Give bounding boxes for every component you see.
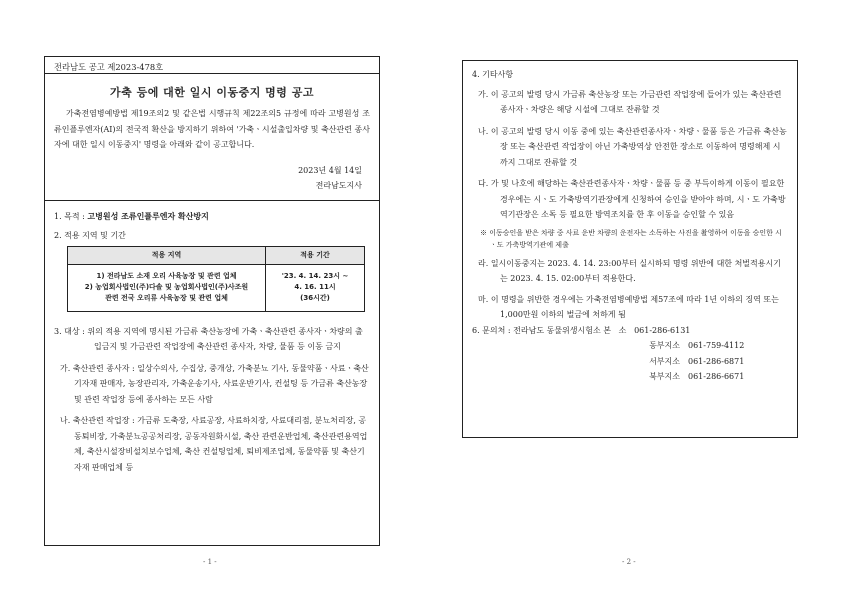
area-line-1: 1) 전라남도 소재 오리 사육농장 및 관련 업체 — [96, 272, 237, 280]
item-na: 나. 이 공고의 발령 당시 이동 중에 있는 축산관련종사자ㆍ차량ㆍ물품 등은 가금류 축산농장 또는 축산관련 작업장이 아닌 가축방역상 안전한 장소로 이동하여 명령해제 시까지 그대로 잔류할 것 — [478, 126, 787, 167]
area-line-3: 관련 전국 오리류 사육농장 및 관련 업체 — [105, 294, 228, 302]
contact-number-0: 061-286-6131 — [634, 325, 691, 335]
divider — [45, 200, 379, 201]
item-ma: 마. 이 명령을 위반한 경우에는 가축전염병예방법 제57조에 따라 1년 이하의 징역 또는 1,000만원 이하의 벌금에 처하게 됨 — [478, 294, 779, 319]
period-line-2: 4. 16. 11시 — [294, 283, 336, 291]
period-line-1: '23. 4. 14. 23시 ~ — [281, 272, 349, 280]
page-2 — [462, 60, 798, 438]
contact-label-1: 동부지소 — [649, 341, 680, 350]
contact-row — [472, 354, 788, 370]
section-6 — [472, 323, 788, 339]
period-line-3: (36시간) — [300, 294, 330, 302]
page-1 — [44, 56, 380, 546]
area-line-2: 2) 농업회사법인(주)다솔 및 농업회사법인(주)사조원 — [84, 283, 249, 291]
contact-number-2: 061-286-6871 — [688, 356, 745, 366]
contact-number-3: 061-286-6671 — [688, 372, 745, 381]
section-1 — [54, 209, 370, 225]
section-1-label: 1. 목적 : — [54, 211, 88, 221]
contact-label-2: 서부지소 — [649, 356, 680, 366]
area-period-table — [67, 246, 365, 312]
section-2-label: 2. 적용 지역 및 기간 — [54, 231, 126, 240]
contact-row — [472, 338, 788, 354]
intro-paragraph: 가축전염병예방법 제19조의2 및 같은법 시행규칙 제22조의5 규정에 따라 고병원성 조류인플루엔자(AI)의 전국적 확산을 방지하기 위하여 '가축ㆍ시설출입차량 및 축산관련 종사자에 대한 일시 이동중지' 명령을 아래와 같이 공고합니다. — [54, 109, 370, 149]
item-ga: 가. 이 공고의 발령 당시 가금류 축산농장 또는 가금관련 작업장에 들어가 있는 축산관련 종사자ㆍ차량은 해당 시설에 그대로 잔류할 것 — [478, 89, 782, 114]
notice-title: 가축 등에 대한 일시 이동중지 명령 공고 — [110, 86, 314, 99]
issuer: 전라남도지사 — [315, 181, 362, 190]
item-ra: 라. 일시이동중지는 2023. 4. 14. 23:00부터 실시하되 명령 위반에 대한 처벌적용시기는 2023. 4. 15. 02:00부터 적용한다. — [478, 258, 781, 283]
table-cell-period — [266, 264, 365, 311]
section-3-ga: 가. 축산관련 종사자 : 일상수의사, 수집상, 중개상, 가축분뇨 기사, 동물약품ㆍ사료ㆍ축산기자재 판매자, 농장관리자, 가축운송기사, 사료운반기사, 컨설팅 등 가금류 축산농장 및 관련 작업장 등에 종사하는 모든 사람 — [60, 363, 369, 404]
contact-row — [472, 369, 788, 385]
section-3: 3. 대상 : 위의 적용 지역에 명시된 가금류 축산농장에 가축ㆍ축산관련 종사자ㆍ차량의 출입금지 및 가금관련 작업장에 축산관련 종사자, 차량, 물품 등 이동 금지 — [54, 326, 363, 351]
section-4-label: 4. 기타사항 — [472, 70, 514, 79]
notice-number: 전라남도 공고 제2023-478호 — [45, 57, 379, 74]
section-1-value: 고병원성 조류인플루엔자 확산방지 — [87, 210, 209, 221]
table-cell-area — [68, 264, 266, 311]
item-da: 다. 가 및 나호에 해당하는 축산관련종사자ㆍ차량ㆍ물품 등 중 부득이하게 이동이 필요한 경우에는 시ㆍ도 가축방역기관장에게 신청하여 승인을 받아야 하며, 시ㆍ도 가축방역기관장은 소독 등 필요한 방역조치를 한 후 이동을 승인할 수 있음 — [478, 179, 786, 219]
note: ※ 이동승인을 받은 차량 중 사료 운반 차량의 운전자는 소독하는 사진을 촬영하여 이동을 승인한 시ㆍ도 가축방역기관에 제출 — [480, 228, 782, 249]
page-number-2: - 2 - — [622, 558, 636, 566]
contact-number-1: 061-759-4112 — [688, 341, 745, 350]
page-number-1: - 1 - — [203, 558, 217, 566]
contact-label-3: 북부지소 — [649, 372, 680, 381]
table-header-area: 적용 지역 — [68, 246, 266, 264]
section-3-na: 나. 축산관련 작업장 : 가금류 도축장, 사료공장, 사료하치장, 사료대리점, 분뇨처리장, 공동퇴비장, 가축분뇨공공처리장, 공동자원화시설, 축산 관련운반업체, 축산관련용역업체, 축산시설장비설치보수업체, 축산 컨설팅업체, 퇴비제조업체, 동물약품 및 축산기자재 판매업체 등 — [60, 416, 368, 472]
table-header-period: 적용 기간 — [266, 246, 365, 264]
contact-label-0: 소 — [618, 325, 627, 335]
notice-date: 2023년 4월 14일 — [298, 165, 362, 175]
section-6-label: 6. 문의처 : 전라남도 동물위생시험소 본 — [472, 325, 611, 335]
